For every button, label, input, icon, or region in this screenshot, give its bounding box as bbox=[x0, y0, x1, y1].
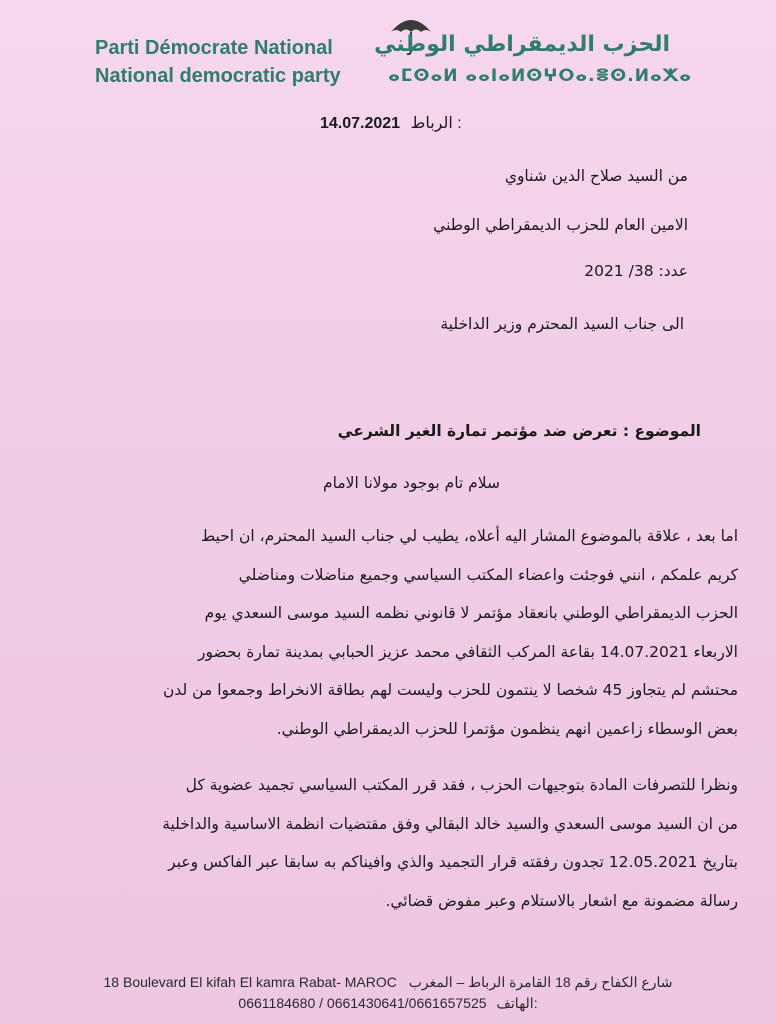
paragraph-line: من ان السيد موسى السعدي والسيد خالد البقالي وفق مقتضيات انظمة الاساسية والداخلية bbox=[162, 814, 738, 833]
sender-name: من السيد صلاح الدين شناوي bbox=[504, 167, 688, 185]
date-value: 14.07.2021 bbox=[320, 115, 401, 132]
paragraph-line: الاربعاء 14.07.2021 بقاعة المركب الثقافي محمد عزيز الحبابي بمدينة تمارة بحضور bbox=[198, 642, 738, 661]
greeting: سلام تام بوجود مولانا الامام bbox=[323, 474, 500, 492]
footer-address-fr: 18 Boulevard El kifah El kamra Rabat- MAROC bbox=[103, 974, 397, 990]
body-paragraph-2 bbox=[38, 766, 738, 920]
paragraph-line: محتشم لم يتجاوز 45 شخصا لا ينتمون للحزب وليست لهم بطاقة الانخراط وجمعوا من لدن bbox=[163, 681, 738, 699]
footer-address bbox=[0, 974, 776, 991]
footer-phones bbox=[0, 995, 776, 1012]
paragraph-line: كريم علمكم ، انني فوجئت واعضاء المكتب السياسي وجميع مناضلات ومناضلي bbox=[238, 565, 738, 584]
reference-number: عدد: 38/ 2021 bbox=[584, 262, 688, 280]
paragraph-line: ونظرا للتصرفات المادة بتوجيهات الحزب ، فقد قرر المكتب السياسي تجميد عضوية كل bbox=[185, 776, 738, 794]
recipient: الى جناب السيد المحترم وزير الداخلية bbox=[440, 315, 684, 333]
sender-title: الامين العام للحزب الديمقراطي الوطني bbox=[433, 216, 688, 234]
party-name-ar: الحزب الديمقراطي الوطني bbox=[374, 32, 670, 57]
party-name-french-english bbox=[95, 34, 341, 90]
body-paragraph-1 bbox=[38, 517, 738, 748]
footer-phone-label: الهاتف: bbox=[496, 995, 538, 1011]
footer-phone-numbers: 0661184680 / 0661430641/0661657525 bbox=[238, 995, 487, 1011]
party-name-tifinagh: ⴰⵎⵙⴰⵍ ⴰⴰⵏⴰⵍⵙⵖⵔⴰ.ⴻⵙ.ⵍⴰⵅⴰ bbox=[388, 66, 692, 86]
footer-address-ar: شارع الكفاح رقم 18 القامرة الرباط – المغرب bbox=[408, 974, 673, 990]
party-name-fr: Parti Démocrate National bbox=[95, 37, 333, 59]
paragraph-line: اما بعد ، علاقة بالموضوع المشار اليه أعلاه، يطيب لي جناب السيد المحترم، ان احيط bbox=[200, 527, 738, 545]
paragraph-line: رسالة مضمونة مع اشعار بالاستلام وعبر مفوض قضائي. bbox=[385, 891, 738, 910]
party-name-en: National democratic party bbox=[95, 65, 341, 87]
letter-date bbox=[320, 113, 462, 133]
paragraph-line: بتاريخ 12.05.2021 تجدون رفقته قرار التجميد والذي وافيناكم به سابقا عبر الفاكس وعبر bbox=[168, 853, 738, 871]
subject-line: الموضوع : تعرض ضد مؤتمر تمارة الغير الشرعي bbox=[337, 422, 701, 440]
paragraph-line: بعض الوسطاء زاعمين انهم ينظمون مؤتمرا للحزب الديمقراطي الوطني. bbox=[276, 719, 738, 738]
paragraph-line: الحزب الديمقراطي الوطني بانعقاد مؤتمر لا قانوني نظمه السيد موسى السعدي يوم bbox=[204, 604, 738, 622]
date-label: الرباط : bbox=[410, 115, 462, 132]
